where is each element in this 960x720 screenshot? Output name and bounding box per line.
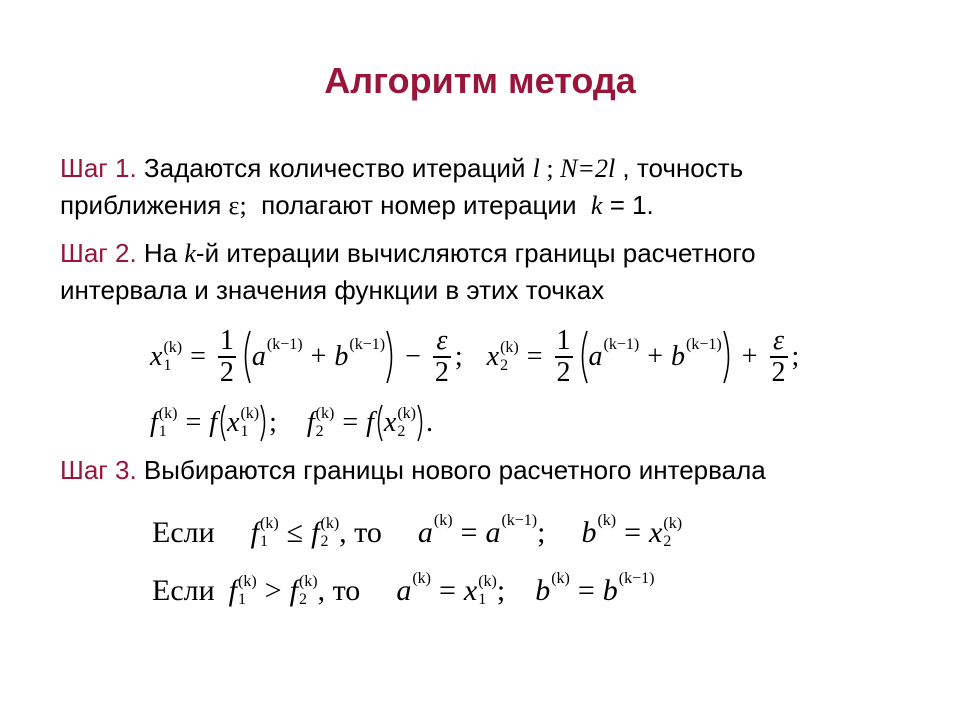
step-2-text-c: интервала и значения функции в этих точках <box>60 275 605 305</box>
step-2-label: Шаг 2. <box>60 238 137 268</box>
eps-fraction: $\frac{\varepsilon}{2}$ <box>771 325 786 388</box>
esli-word: Если <box>152 574 215 607</box>
step-2-text-b: -й итерации вычисляются границы расчетного <box>195 238 756 268</box>
step-1-text-d: полагают номер итерации <box>246 190 591 220</box>
esli-word: Если <box>152 516 215 549</box>
slide-title: Алгоритм метода <box>324 60 636 101</box>
step-1-sep: ; <box>539 154 561 183</box>
step-2-text-a: На <box>136 238 185 268</box>
step-1-n-expr: N=2l <box>560 154 616 183</box>
condition-2: Если f (k) 1 > f (k) 2 , то a (k) = x (k) 1 ; b (k) = b (k−1) <box>152 570 655 608</box>
to-word: , то <box>339 516 382 549</box>
step-1-text-b: , точность <box>615 153 744 183</box>
eps-fraction: $\frac{\varepsilon}{2}$ <box>434 325 449 388</box>
half-fraction: $\frac{1}{2}$ <box>219 325 234 388</box>
left-paren-icon <box>577 329 589 385</box>
right-paren-icon <box>722 329 734 385</box>
step-2-line-1 <box>60 235 756 272</box>
step-1-line-1 <box>60 150 743 187</box>
step-1-text-c: приближения <box>60 190 229 220</box>
step-1-l: l <box>532 154 540 183</box>
step-3-text: Выбираются границы нового расчетного интервала <box>136 455 766 485</box>
half-fraction: $\frac{1}{2}$ <box>556 325 571 388</box>
step-1-k: k <box>590 191 603 220</box>
step-2 <box>60 235 756 309</box>
step-1-text-a: Задаются количество итераций <box>136 153 533 183</box>
to-word: , то <box>317 574 361 607</box>
step-1-text-e: = 1. <box>602 190 654 220</box>
step-1-eps: ε; <box>228 191 247 220</box>
eq-x2: x (k) 2 = $\frac{1}{2}$ a (k−1) + b (k−1) + $\frac{\varepsilon}{2}$ ; <box>486 325 800 388</box>
step-1-line-2 <box>60 187 743 224</box>
right-paren-icon <box>259 403 269 443</box>
step-1-label: Шаг 1. <box>60 153 137 183</box>
step-3 <box>60 452 766 489</box>
eq-x1: x (k) 1 = $\frac{1}{2}$ a (k−1) + b (k−1) − $\frac{\varepsilon}{2}$ ; <box>150 325 463 388</box>
step-2-k: k <box>184 239 196 268</box>
step-1 <box>60 150 743 224</box>
formula-f-row: f (k) 1 = f x (k) 1 ; f (k) 2 = f x (k) 2 . <box>150 400 433 446</box>
step-3-label: Шаг 3. <box>60 455 137 485</box>
left-paren-icon <box>240 329 252 385</box>
left-paren-icon <box>217 403 227 443</box>
right-paren-icon <box>416 403 426 443</box>
step-2-line-2 <box>60 272 756 309</box>
right-paren-icon <box>385 329 397 385</box>
formula-x-row <box>150 318 799 396</box>
left-paren-icon <box>374 403 384 443</box>
condition-1: Если f (k) 1 ≤ f (k) 2 , то a (k) = a (k−1) ; b (k) = x (k) 2 <box>152 512 683 550</box>
